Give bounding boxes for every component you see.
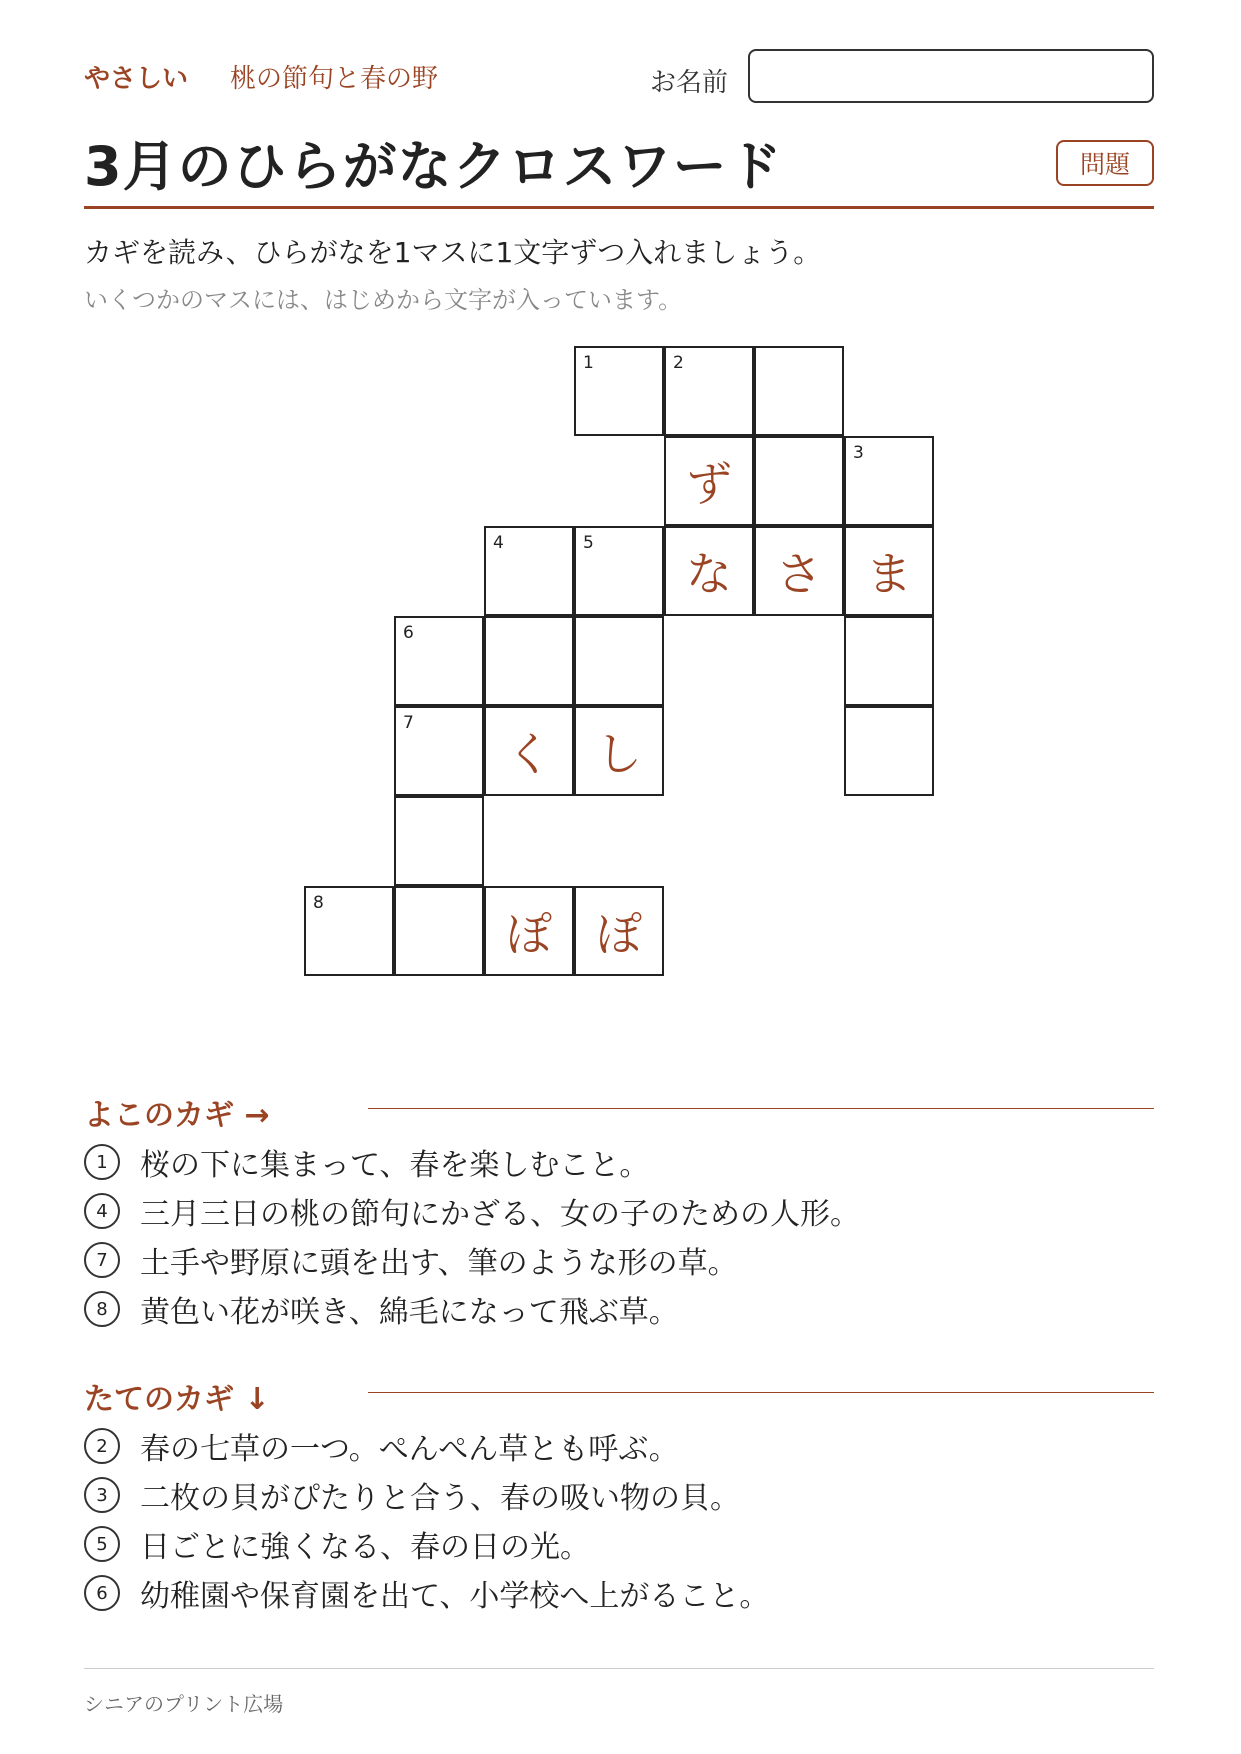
cell-number: 7: [403, 713, 414, 733]
crossword-cell[interactable]: [844, 526, 934, 616]
cell-number: 4: [493, 533, 504, 553]
crossword-cell[interactable]: [754, 436, 844, 526]
crossword-cell[interactable]: [844, 706, 934, 796]
clue-text: 日ごとに強くなる、春の日の光。: [140, 1530, 590, 1565]
clue-item: [84, 1473, 740, 1517]
crossword-cell[interactable]: [394, 706, 484, 796]
cell-number: 8: [313, 893, 324, 913]
crossword-cell[interactable]: [574, 526, 664, 616]
down-clues-heading: たてのカギ ↓: [84, 1382, 270, 1417]
name-field[interactable]: [748, 49, 1154, 103]
crossword-cell[interactable]: [574, 886, 664, 976]
worksheet-theme: 桃の節句と春の野: [230, 64, 439, 94]
clue-text: 黄色い花が咲き、綿毛になって飛ぶ草。: [140, 1295, 679, 1330]
clue-text: 三月三日の桃の節句にかざる、女の子のための人形。: [140, 1197, 860, 1232]
crossword-cell[interactable]: [394, 616, 484, 706]
crossword-cell[interactable]: [844, 436, 934, 526]
crossword-cell[interactable]: [394, 796, 484, 886]
crossword-cell[interactable]: [304, 886, 394, 976]
clue-number-badge: 7: [84, 1242, 120, 1278]
prefilled-character: ま: [866, 547, 912, 601]
clue-item: [84, 1238, 738, 1282]
crossword-cell[interactable]: [664, 346, 754, 436]
clue-number-badge: 4: [84, 1193, 120, 1229]
title-divider: [84, 206, 1154, 209]
cell-number: 6: [403, 623, 414, 643]
worksheet-type-badge: 問題: [1056, 140, 1154, 186]
clue-item: [84, 1287, 679, 1331]
prefilled-character: し: [596, 727, 642, 781]
crossword-cell[interactable]: [484, 706, 574, 796]
clue-item: [84, 1140, 649, 1184]
clue-text: 春の七草の一つ。ぺんぺん草とも呼ぶ。: [140, 1432, 679, 1467]
clue-item: [84, 1424, 679, 1468]
prefilled-character: ぽ: [596, 907, 642, 961]
crossword-cell[interactable]: [664, 526, 754, 616]
footer-site-name: シニアのプリント広場: [84, 1692, 284, 1716]
clue-text: 桜の下に集まって、春を楽しむこと。: [140, 1148, 650, 1183]
prefilled-character: な: [686, 547, 732, 601]
crossword-cell[interactable]: [574, 706, 664, 796]
crossword-cell[interactable]: [574, 616, 664, 706]
crossword-grid: [304, 346, 936, 978]
crossword-cell[interactable]: [844, 616, 934, 706]
clue-item: [84, 1189, 860, 1233]
clue-number-badge: 2: [84, 1428, 120, 1464]
cell-number: 2: [673, 353, 684, 373]
across-clues-heading: よこのカギ →: [84, 1098, 270, 1133]
crossword-cell[interactable]: [574, 346, 664, 436]
across-heading-rule: [368, 1108, 1154, 1109]
down-heading-rule: [368, 1392, 1154, 1393]
prefilled-character: さ: [776, 547, 822, 601]
crossword-cell[interactable]: [484, 886, 574, 976]
prefilled-character: ぽ: [506, 907, 552, 961]
instruction-text: カギを読み、ひらがなを1マスに1文字ずつ入れましょう。: [84, 236, 822, 269]
name-label: お名前: [650, 68, 729, 98]
clue-number-badge: 5: [84, 1526, 120, 1562]
clue-text: 二枚の貝がぴたりと合う、春の吸い物の貝。: [140, 1481, 740, 1516]
prefilled-character: く: [506, 727, 552, 781]
crossword-cell[interactable]: [484, 526, 574, 616]
crossword-cell[interactable]: [754, 526, 844, 616]
instruction-note: いくつかのマスには、はじめから文字が入っています。: [84, 286, 683, 314]
crossword-cell[interactable]: [484, 616, 574, 706]
clue-text: 土手や野原に頭を出す、筆のような形の草。: [140, 1246, 738, 1281]
clue-number-badge: 1: [84, 1144, 120, 1180]
clue-number-badge: 8: [84, 1291, 120, 1327]
crossword-cell[interactable]: [664, 436, 754, 526]
clue-number-badge: 3: [84, 1477, 120, 1513]
page-title: 3月のひらがなクロスワード: [84, 135, 783, 198]
crossword-cell[interactable]: [754, 346, 844, 436]
clue-number-badge: 6: [84, 1575, 120, 1611]
clue-item: [84, 1522, 590, 1566]
footer-divider: [84, 1668, 1154, 1669]
difficulty-level: やさしい: [84, 64, 189, 94]
crossword-cell[interactable]: [394, 886, 484, 976]
clue-item: [84, 1571, 769, 1615]
clue-text: 幼稚園や保育園を出て、小学校へ上がること。: [140, 1579, 770, 1614]
cell-number: 5: [583, 533, 594, 553]
prefilled-character: ず: [686, 457, 732, 511]
cell-number: 1: [583, 353, 594, 373]
cell-number: 3: [853, 443, 864, 463]
